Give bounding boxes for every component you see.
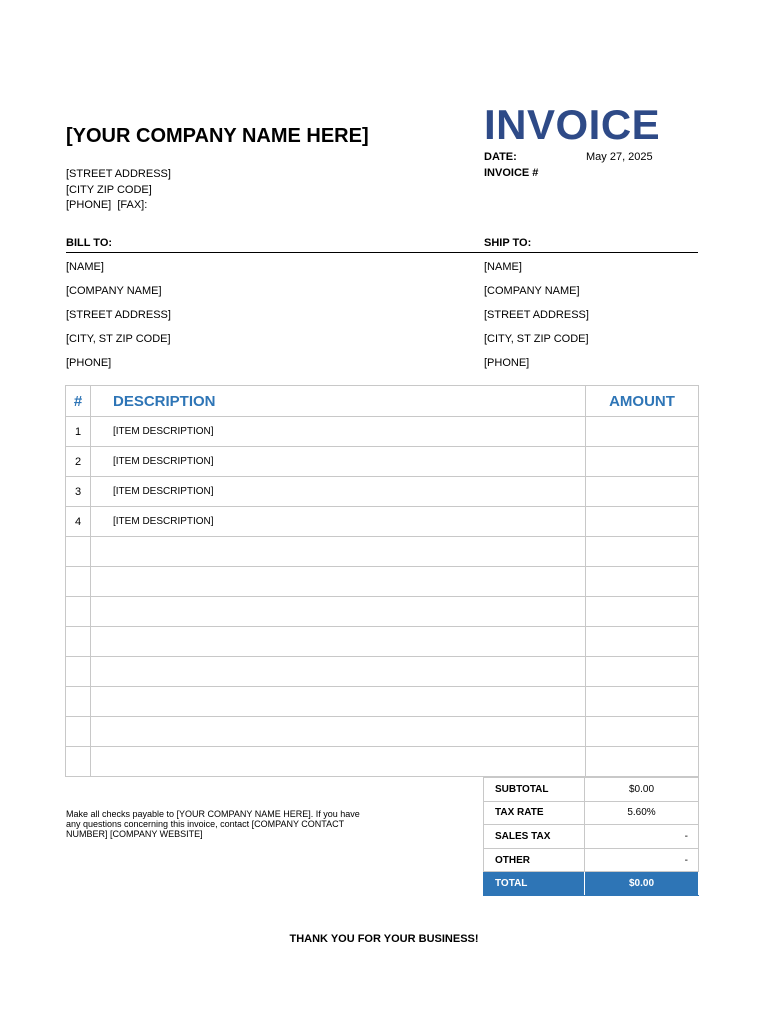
- item-number[interactable]: 2: [66, 447, 91, 477]
- tax-rate-label: TAX RATE: [484, 801, 585, 825]
- item-row: [66, 597, 699, 627]
- item-row: [66, 537, 699, 567]
- bill-to-phone[interactable]: [PHONE]: [66, 357, 112, 369]
- item-number[interactable]: 3: [66, 477, 91, 507]
- bill-to-street[interactable]: [STREET ADDRESS]: [66, 309, 171, 321]
- other-row: [484, 848, 699, 872]
- company-street: [STREET ADDRESS]: [66, 168, 171, 180]
- item-amount[interactable]: [586, 567, 699, 597]
- bill-to-city[interactable]: [CITY, ST ZIP CODE]: [66, 333, 171, 345]
- tax-rate-value[interactable]: 5.60%: [585, 801, 699, 825]
- bill-to-heading: BILL TO:: [66, 237, 113, 249]
- company-city-zip: [CITY ZIP CODE]: [66, 183, 152, 196]
- item-description[interactable]: [91, 747, 586, 777]
- company-name: [YOUR COMPANY NAME HERE]: [66, 125, 369, 147]
- item-row: [66, 447, 699, 477]
- thank-you-message: THANK YOU FOR YOUR BUSINESS!: [289, 933, 479, 945]
- invoice-number-label: INVOICE #: [484, 167, 539, 179]
- item-amount[interactable]: [586, 477, 699, 507]
- totals-table: [483, 777, 699, 896]
- date-value[interactable]: May 27, 2025: [586, 151, 653, 163]
- item-description[interactable]: [ITEM DESCRIPTION]: [91, 417, 586, 447]
- subtotal-label: SUBTOTAL: [484, 778, 585, 802]
- item-amount[interactable]: [586, 687, 699, 717]
- sales-tax-row: [484, 825, 699, 849]
- item-description[interactable]: [91, 537, 586, 567]
- item-amount[interactable]: [586, 447, 699, 477]
- item-description[interactable]: [91, 627, 586, 657]
- company-phone-fax: [PHONE] [FAX]:: [66, 199, 148, 211]
- item-number[interactable]: [66, 717, 91, 747]
- item-description[interactable]: [91, 717, 586, 747]
- bill-to-address: [66, 261, 171, 381]
- item-number[interactable]: [66, 657, 91, 687]
- item-amount[interactable]: [586, 537, 699, 567]
- item-row: [66, 417, 699, 447]
- header-amount: AMOUNT: [586, 386, 699, 417]
- item-amount[interactable]: [586, 657, 699, 687]
- item-number[interactable]: 1: [66, 417, 91, 447]
- item-description[interactable]: [91, 567, 586, 597]
- bill-to-company[interactable]: [COMPANY NAME]: [66, 285, 162, 297]
- item-row: [66, 477, 699, 507]
- total-row: [484, 872, 699, 896]
- item-number[interactable]: [66, 597, 91, 627]
- item-number[interactable]: 4: [66, 507, 91, 537]
- invoice-title: INVOICE: [484, 101, 661, 148]
- item-amount[interactable]: [586, 597, 699, 627]
- item-row: [66, 657, 699, 687]
- item-number[interactable]: [66, 747, 91, 777]
- section-divider: [66, 252, 698, 253]
- item-row: [66, 687, 699, 717]
- ship-to-company[interactable]: [COMPANY NAME]: [484, 285, 580, 297]
- total-value[interactable]: $0.00: [585, 872, 699, 896]
- tax-rate-row: [484, 801, 699, 825]
- item-description[interactable]: [91, 687, 586, 717]
- item-description[interactable]: [ITEM DESCRIPTION]: [91, 507, 586, 537]
- item-number[interactable]: [66, 567, 91, 597]
- item-description[interactable]: [ITEM DESCRIPTION]: [91, 477, 586, 507]
- item-number[interactable]: [66, 537, 91, 567]
- total-label: TOTAL: [484, 872, 585, 896]
- ship-to-city[interactable]: [CITY, ST ZIP CODE]: [484, 333, 589, 345]
- item-row: [66, 627, 699, 657]
- other-label: OTHER: [484, 848, 585, 872]
- header-description: DESCRIPTION: [91, 386, 586, 417]
- bill-to-name[interactable]: [NAME]: [66, 261, 104, 273]
- other-value[interactable]: -: [585, 848, 699, 872]
- ship-to-address: [484, 261, 589, 381]
- item-amount[interactable]: [586, 507, 699, 537]
- item-number[interactable]: [66, 687, 91, 717]
- ship-to-street[interactable]: [STREET ADDRESS]: [484, 309, 589, 321]
- sales-tax-label: SALES TAX: [484, 825, 585, 849]
- item-description[interactable]: [91, 657, 586, 687]
- ship-to-name[interactable]: [NAME]: [484, 261, 522, 273]
- company-info: [66, 167, 171, 214]
- item-description[interactable]: [ITEM DESCRIPTION]: [91, 447, 586, 477]
- items-table: [65, 385, 699, 777]
- ship-to-heading: SHIP TO:: [484, 237, 532, 249]
- date-label: DATE:: [484, 151, 517, 163]
- item-row: [66, 747, 699, 777]
- subtotal-value[interactable]: $0.00: [585, 778, 699, 802]
- item-row: [66, 507, 699, 537]
- items-header-row: [66, 386, 699, 417]
- item-description[interactable]: [91, 597, 586, 627]
- payment-note: Make all checks payable to [YOUR COMPANY NAME HERE]. If you have any questions concerning this invoice, contact [COMPANY CONTACT NUMBER] [COMPANY WEBSITE]: [66, 809, 360, 839]
- subtotal-row: [484, 778, 699, 802]
- item-row: [66, 567, 699, 597]
- ship-to-phone[interactable]: [PHONE]: [484, 357, 530, 369]
- item-number[interactable]: [66, 627, 91, 657]
- item-amount[interactable]: [586, 717, 699, 747]
- item-amount[interactable]: [586, 417, 699, 447]
- item-row: [66, 717, 699, 747]
- header-number: #: [66, 386, 91, 417]
- sales-tax-value[interactable]: -: [585, 825, 699, 849]
- item-amount[interactable]: [586, 627, 699, 657]
- item-amount[interactable]: [586, 747, 699, 777]
